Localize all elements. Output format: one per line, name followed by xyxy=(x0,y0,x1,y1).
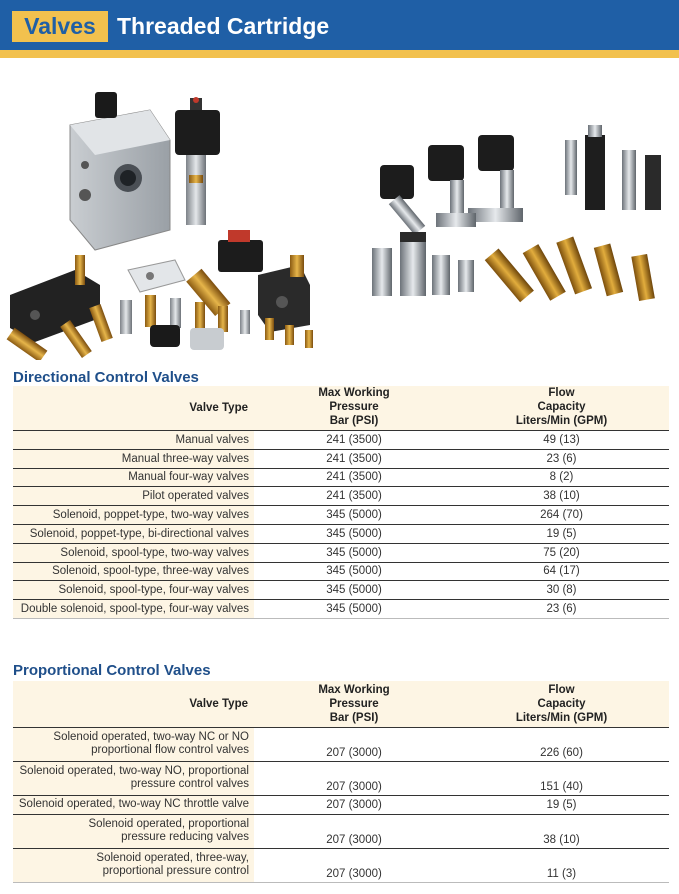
table-row xyxy=(13,727,669,761)
flow-cell: 38 (10) xyxy=(454,814,669,848)
valve-type-cell: Solenoid, spool-type, two-way valves xyxy=(13,543,254,562)
pressure-cell: 241 (3500) xyxy=(254,449,454,468)
pressure-cell: 207 (3000) xyxy=(254,795,454,814)
flow-cell: 226 (60) xyxy=(454,727,669,761)
proportional-table xyxy=(13,681,669,883)
valve-type-cell: Manual valves xyxy=(13,431,254,450)
column-header-pressure: Max Working Pressure Bar (PSI) xyxy=(254,386,454,431)
valve-type-cell: Solenoid operated, two-way NC or NO proportional flow control valves xyxy=(13,727,254,761)
table-row xyxy=(13,761,669,795)
pressure-cell: 345 (5000) xyxy=(254,543,454,562)
pressure-cell: 345 (5000) xyxy=(254,524,454,543)
flow-cell: 64 (17) xyxy=(454,562,669,581)
flow-cell: 75 (20) xyxy=(454,543,669,562)
flow-cell: 19 (5) xyxy=(454,795,669,814)
column-header-flow: Flow Capacity Liters/Min (GPM) xyxy=(454,386,669,431)
flow-cell: 264 (70) xyxy=(454,506,669,525)
table-row xyxy=(13,487,669,506)
proportional-section-title: Proportional Control Valves xyxy=(13,662,211,679)
column-header-valve-type: Valve Type xyxy=(13,681,254,727)
table-row xyxy=(13,848,669,882)
valve-type-cell: Solenoid, spool-type, three-way valves xyxy=(13,562,254,581)
table-row xyxy=(13,795,669,814)
valve-type-cell: Manual three-way valves xyxy=(13,449,254,468)
cartridge-assortment-photo xyxy=(360,120,679,320)
table-row xyxy=(13,524,669,543)
directional-section-title: Directional Control Valves xyxy=(13,369,199,386)
pressure-cell: 207 (3000) xyxy=(254,848,454,882)
pressure-cell: 241 (3500) xyxy=(254,431,454,450)
valve-type-cell: Double solenoid, spool-type, four-way valves xyxy=(13,600,254,619)
flow-cell: 38 (10) xyxy=(454,487,669,506)
column-header-pressure: Max Working Pressure Bar (PSI) xyxy=(254,681,454,727)
column-header-flow: Flow Capacity Liters/Min (GPM) xyxy=(454,681,669,727)
column-header-valve-type: Valve Type xyxy=(13,386,254,431)
table-row xyxy=(13,468,669,487)
valve-assortment-photo xyxy=(0,70,340,360)
pressure-cell: 345 (5000) xyxy=(254,600,454,619)
flow-cell: 151 (40) xyxy=(454,761,669,795)
table-row xyxy=(13,431,669,450)
flow-cell: 8 (2) xyxy=(454,468,669,487)
pressure-cell: 207 (3000) xyxy=(254,761,454,795)
flow-cell: 30 (8) xyxy=(454,581,669,600)
pressure-cell: 241 (3500) xyxy=(254,487,454,506)
pressure-cell: 345 (5000) xyxy=(254,581,454,600)
pressure-cell: 345 (5000) xyxy=(254,562,454,581)
table-row xyxy=(13,562,669,581)
flow-cell: 19 (5) xyxy=(454,524,669,543)
flow-cell: 23 (6) xyxy=(454,600,669,619)
flow-cell: 49 (13) xyxy=(454,431,669,450)
valve-type-cell: Solenoid operated, proportional pressure reducing valves xyxy=(13,814,254,848)
valve-type-cell: Solenoid operated, two-way NC throttle valve xyxy=(13,795,254,814)
valve-type-cell: Solenoid, spool-type, four-way valves xyxy=(13,581,254,600)
valve-type-cell: Solenoid operated, two-way NO, proportional pressure control valves xyxy=(13,761,254,795)
valve-type-cell: Pilot operated valves xyxy=(13,487,254,506)
table-header-row xyxy=(13,681,669,727)
table-row xyxy=(13,814,669,848)
valve-type-cell: Solenoid operated, three-way, proportional pressure control xyxy=(13,848,254,882)
table-row xyxy=(13,600,669,619)
table-header-row xyxy=(13,386,669,431)
page-title: Threaded Cartridge xyxy=(117,13,330,39)
valve-type-cell: Solenoid, poppet-type, bi-directional valves xyxy=(13,524,254,543)
valve-type-cell: Manual four-way valves xyxy=(13,468,254,487)
header-stripe xyxy=(0,50,679,58)
pressure-cell: 207 (3000) xyxy=(254,814,454,848)
directional-table xyxy=(13,386,669,619)
table-row xyxy=(13,581,669,600)
flow-cell: 11 (3) xyxy=(454,848,669,882)
table-row xyxy=(13,506,669,525)
flow-cell: 23 (6) xyxy=(454,449,669,468)
pressure-cell: 207 (3000) xyxy=(254,727,454,761)
pressure-cell: 345 (5000) xyxy=(254,506,454,525)
table-row xyxy=(13,449,669,468)
table-row xyxy=(13,543,669,562)
valve-type-cell: Solenoid, poppet-type, two-way valves xyxy=(13,506,254,525)
pressure-cell: 241 (3500) xyxy=(254,468,454,487)
section-badge: Valves xyxy=(12,11,108,42)
